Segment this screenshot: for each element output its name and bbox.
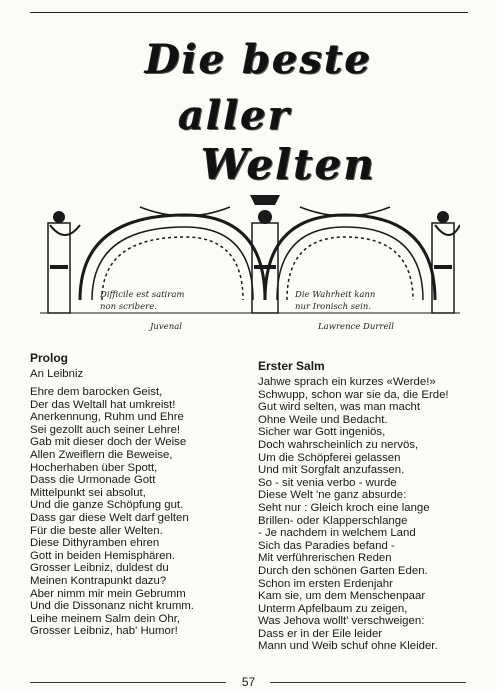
- salm-column: [258, 359, 449, 653]
- salm-poem: [258, 376, 449, 653]
- salm-line: Durch den schönen Garten Eden.: [258, 564, 428, 577]
- salm-line: Schon im ersten Erdenjahr: [258, 577, 393, 590]
- prolog-line: Sei gezollt auch seiner Lehre!: [30, 423, 181, 436]
- prolog-column: [30, 351, 194, 638]
- salm-heading: Erster Salm: [258, 359, 325, 373]
- prolog-line: Allen Zweiflern die Beweise,: [30, 448, 173, 461]
- salm-line: Schwupp, schon war sie da, die Erde!: [258, 388, 449, 401]
- prolog-line: Diese Dithyramben ehren: [30, 537, 160, 550]
- prolog-line: Gott in beiden Hemisphären.: [30, 549, 175, 562]
- prolog-line: Ehre dem barocken Geist,: [30, 386, 163, 398]
- salm-line: Mann und Weib schuf ohne Kleider.: [258, 640, 438, 653]
- prolog-subheading: An Leibniz: [30, 368, 84, 380]
- salm-line: Brillen- oder Klapperschlange: [258, 514, 408, 527]
- salm-line: Was Jehova wollt' verschweigen:: [258, 615, 425, 628]
- title-line-1: Die beste: [144, 36, 373, 83]
- right-quote-author: Lawrence Durrell: [318, 322, 394, 332]
- prolog-line: Für die beste aller Welten.: [30, 524, 163, 537]
- prolog-line: Und die ganze Schöpfung gut.: [30, 499, 184, 512]
- salm-line: Kam sie, um dem Menschenpaar: [258, 590, 426, 603]
- salm-line: - Je nachdem in welchem Land: [258, 527, 416, 540]
- prolog-poem: [30, 386, 194, 638]
- salm-line: Ohne Weile und Bedacht.: [258, 413, 388, 426]
- prolog-line: Leihe meinem Salm dein Ohr,: [30, 612, 181, 625]
- right-quote-line-2: nur Ironisch sein.: [295, 302, 372, 312]
- left-quote-line-2: non scribere.: [100, 302, 157, 312]
- salm-line: Mit verführerischen Reden: [258, 552, 392, 565]
- prolog-line: Und die Dissonanz nicht krumm.: [30, 600, 194, 613]
- top-rule: [30, 12, 468, 13]
- salm-line: Und mit Sorgfalt anzufassen.: [258, 464, 405, 477]
- salm-line: So - sit venia verbo - wurde: [258, 476, 397, 489]
- salm-line: Sich das Paradies befand -: [258, 539, 395, 552]
- right-quote-line-1: Die Wahrheit kann: [295, 290, 376, 300]
- prolog-line: Hocherhaben über Spott,: [30, 461, 158, 474]
- prolog-line: Aber nimm mir mein Gebrumm: [30, 587, 186, 600]
- prolog-line: Mittelpunkt sei absolut,: [30, 486, 146, 499]
- prolog-line: Gab mit dieser doch der Weise: [30, 436, 187, 449]
- left-quote-line-1: Difficile est satiram: [100, 290, 185, 300]
- salm-line: Gut wird selten, was man macht: [258, 401, 421, 414]
- prolog-line: Dass gar diese Welt darf gelten: [30, 511, 189, 524]
- prolog-line: Grosser Leibniz, duldest du: [30, 562, 169, 575]
- salm-line: Seht nur : Gleich kroch eine lange: [258, 501, 430, 514]
- prolog-line: Dass die Urmonade Gott: [30, 474, 156, 487]
- prolog-line: Grosser Leibniz, hab' Humor!: [30, 625, 178, 638]
- prolog-heading: Prolog: [30, 351, 68, 365]
- left-quote-author: Juvenal: [150, 322, 182, 332]
- salm-line: Dass er in der Eile leider: [258, 627, 383, 640]
- prolog-line: Meinen Kontrapunkt dazu?: [30, 574, 167, 587]
- salm-line: Jahwe sprach ein kurzes «Werde!»: [258, 376, 436, 388]
- salm-line: Sicher war Gott ingeniös,: [258, 426, 386, 439]
- page-number: 57: [241, 675, 256, 689]
- salm-line: Unterm Apfelbaum zu zeigen,: [258, 602, 408, 615]
- baroque-arch-illustration: [40, 195, 460, 345]
- bottom-rule-right: [270, 682, 466, 683]
- salm-line: Diese Welt 'ne ganz absurde:: [258, 489, 407, 502]
- salm-line: Doch wahrscheinlich zu nervös,: [258, 438, 419, 451]
- prolog-line: Der das Weltall hat umkreist!: [30, 398, 176, 411]
- prolog-line: Anerkennung, Ruhm und Ehre: [30, 411, 184, 424]
- title-line-3: Welten: [200, 140, 377, 189]
- title-line-2: aller: [178, 92, 291, 139]
- salm-line: Um die Schöpferei gelassen: [258, 451, 401, 464]
